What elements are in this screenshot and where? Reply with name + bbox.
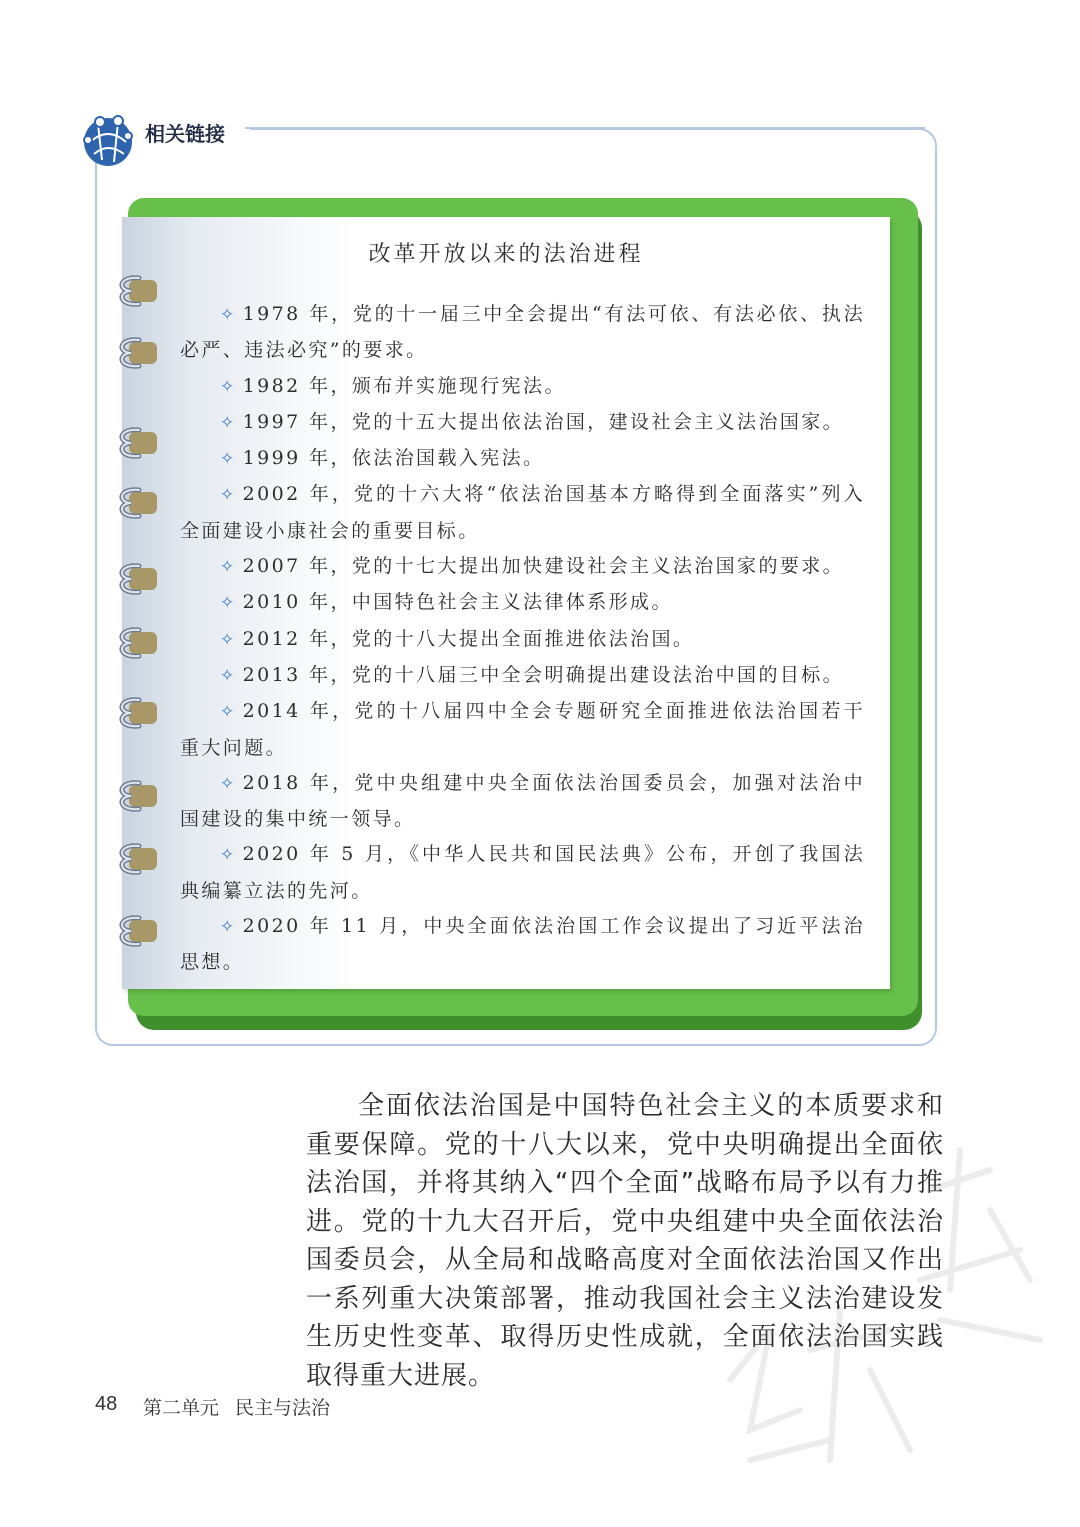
timeline-entry-text: 2012 年，党的十八大提出全面推进依法治国。 [242, 627, 695, 650]
timeline-entry [180, 297, 865, 369]
binding-ring-icon [115, 422, 159, 462]
timeline-entry-text: 2007 年，党的十七大提出加快建设社会主义法治国家的要求。 [242, 555, 845, 578]
spiral-binding [115, 270, 165, 970]
binding-ring-icon [115, 775, 159, 815]
binding-ring-icon [115, 838, 159, 878]
diamond-bullet-icon: ✧ [220, 376, 237, 397]
timeline-entry-text: 2010 年，中国特色社会主义法律体系形成。 [242, 591, 673, 614]
timeline-entry [180, 622, 865, 658]
timeline-entry-text: 2014 年，党的十八届四中全会专题研究全面推进依法治国若干重大问题。 [180, 700, 865, 759]
diamond-bullet-icon: ✧ [220, 412, 237, 433]
unit-label: 第二单元 民主与法治 [143, 1397, 331, 1419]
timeline-entry-text: 2013 年，党的十八届三中全会明确提出建设法治中国的目标。 [242, 663, 845, 686]
diamond-bullet-icon: ✧ [220, 845, 237, 866]
diamond-bullet-icon: ✧ [220, 629, 237, 650]
diamond-bullet-icon: ✧ [220, 773, 237, 794]
timeline-entry-text: 1982 年，颁布并实施现行宪法。 [242, 374, 566, 397]
timeline-entry [180, 549, 865, 585]
diamond-bullet-icon: ✧ [220, 702, 237, 723]
timeline-entry [180, 405, 865, 441]
timeline-entry-text: 2018 年，党中央组建中央全面依法治国委员会，加强对法治中国建设的集中统一领导。 [180, 771, 865, 831]
watermark [690, 1130, 1070, 1520]
timeline-entry [180, 837, 865, 909]
binding-ring-icon [115, 482, 159, 522]
diamond-bullet-icon: ✧ [220, 485, 237, 506]
timeline-entry-text: 2020 年 11 月，中央全面依法治国工作会议提出了习近平法治思想。 [180, 915, 865, 974]
diamond-bullet-icon: ✧ [220, 557, 237, 578]
timeline-entry [180, 766, 865, 838]
diamond-bullet-icon: ✧ [220, 917, 237, 938]
timeline-entry-text: 1997 年，党的十五大提出依法治国，建设社会主义法治国家。 [242, 410, 845, 433]
network-globe-icon [80, 112, 136, 168]
binding-ring-icon [115, 332, 159, 372]
diamond-bullet-icon: ✧ [220, 593, 237, 614]
timeline-entry [180, 477, 865, 549]
page-number: 48 [95, 1393, 118, 1415]
timeline-list [180, 297, 865, 981]
timeline-entry [180, 694, 865, 766]
binding-ring-icon [115, 692, 159, 732]
binding-ring-icon [115, 910, 159, 950]
timeline-entry [180, 585, 865, 621]
timeline-entry-text: 2020 年 5 月，《中华人民共和国民法典》公布，开创了我国法典编纂立法的先河。 [180, 843, 865, 902]
header-rule [245, 127, 925, 129]
timeline-entry-text: 1999 年，依法治国载入宪法。 [242, 447, 545, 470]
timeline-entry [180, 369, 865, 405]
binding-ring-icon [115, 270, 159, 310]
timeline-entry [180, 658, 865, 694]
diamond-bullet-icon: ✧ [220, 665, 237, 686]
box-title: 改革开放以来的法治进程 [368, 242, 644, 267]
diamond-bullet-icon: ✧ [220, 305, 237, 325]
binding-ring-icon [115, 558, 159, 598]
body-paragraph: 全面依法治国是中国特色社会主义的本质要求和重要保障。党的十八大以来，党中央明确提出全面依法治国，并将其纳入“四个全面”战略布局予以有力推进。党的十九大召开后，党中央组建中央全面依法治国委员会，从全局和战略高度对全面依法治国又作出一系列重大决策部署，推动我国社会主义法治建设发生历史性变革、取得历史性成就，全面依法治国实践取得重大进展。 [306, 1091, 944, 1391]
binding-ring-icon [115, 622, 159, 662]
section-title: 相关链接 [145, 122, 225, 146]
timeline-entry-text: 2002 年，党的十六大将“依法治国基本方略得到全面落实”列入全面建设小康社会的重要目标。 [180, 483, 865, 542]
timeline-entry [180, 909, 865, 981]
timeline-entry [180, 441, 865, 477]
diamond-bullet-icon: ✧ [220, 449, 237, 470]
timeline-entry-text: 1978 年，党的十一届三中全会提出“有法可依、有法必依、执法必严、违法必究”的要求。 [180, 303, 865, 362]
